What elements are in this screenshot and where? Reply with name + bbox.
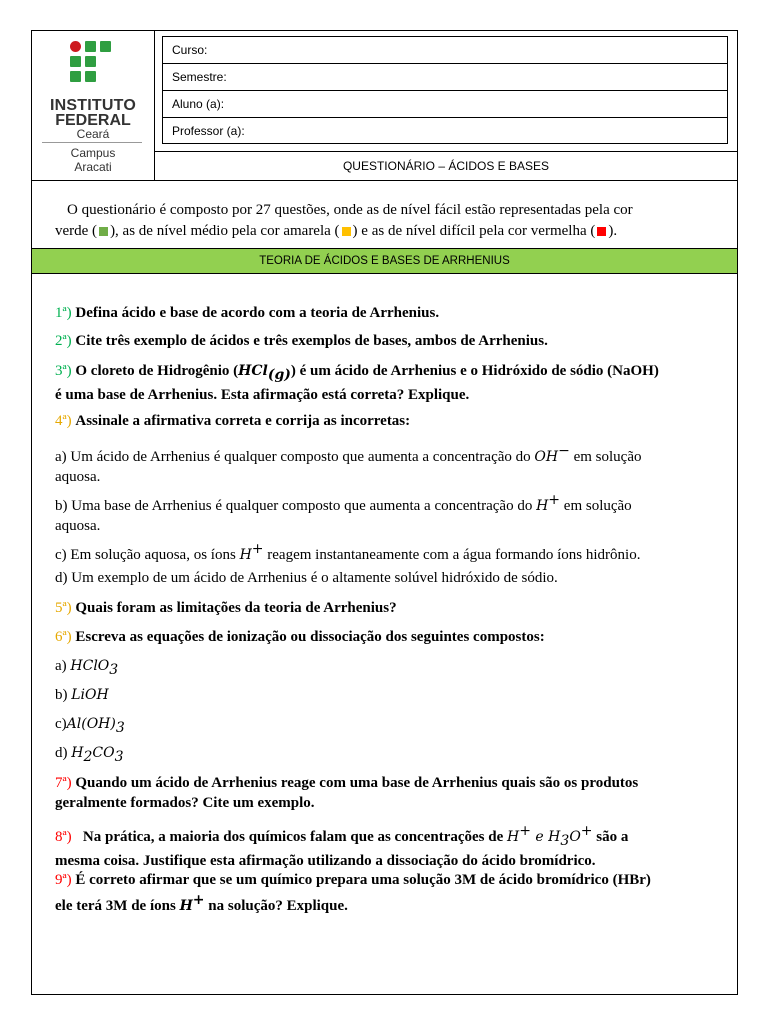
question-2-text: Cite três exemplo de ácidos e três exemplos de bases, ambos de Arrhenius. (75, 333, 548, 349)
field-curso-label: Curso: (172, 43, 208, 57)
question-6-text: Escreva as equações de ionização ou dissociação dos seguintes compostos: (75, 629, 545, 645)
question-9-text-2: ele terá 3M de íons (55, 898, 180, 914)
q6d-formula-1: H (71, 745, 84, 761)
question-3-text-2: ) é um ácido de Arrhenius e o Hidróxido de sódio (NaOH) (290, 363, 659, 379)
intro-text-3: ) e as de nível difícil pela cor vermelha ( (352, 223, 596, 239)
q6a-formula-sub: 3 (109, 662, 119, 678)
logo-divider (42, 142, 142, 143)
q4c-formula: H (239, 547, 252, 563)
field-semestre-label: Semestre: (172, 70, 227, 84)
question-8-line-2: mesma coisa. Justifique esta afirmação utilizando a dissociação do ácido bromídrico. (55, 853, 596, 869)
q6d-label: d) (55, 745, 72, 761)
header-divider-bottom (32, 180, 737, 181)
q4b-text-3: aquosa. (55, 518, 101, 534)
q4a-text-2: em solução (569, 449, 642, 465)
question-6-item-d (55, 743, 660, 767)
q6a-formula: HClO (70, 658, 110, 674)
q4b-formula: H (536, 498, 549, 514)
q4b-formula-sup: + (548, 492, 561, 508)
question-2 (55, 331, 660, 351)
question-4 (55, 411, 660, 431)
field-aluno-label: Aluno (a): (172, 97, 225, 111)
question-1-number: 1ª) (55, 305, 72, 321)
q8-conjunction: e (530, 829, 549, 845)
q8-formula-3-sup: + (580, 823, 593, 839)
intro-paragraph (55, 200, 660, 242)
question-3-text-1: O cloreto de Hidrogênio ( (75, 363, 239, 379)
question-7-line-2: geralmente formados? Cite um exemplo. (55, 795, 315, 811)
question-2-number: 2ª) (55, 333, 72, 349)
logo-line-ceara: Ceará (76, 127, 110, 141)
q4a-formula: OH (534, 449, 559, 465)
intro-text-1: O questionário é composto por 27 questões, onde as de nível fácil estão representadas pela cor verde ( (55, 202, 633, 239)
question-9-number: 9ª) (55, 872, 72, 888)
q6b-formula: LiOH (71, 687, 109, 703)
q8-formula-3: O (569, 829, 581, 845)
question-4-number: 4ª) (55, 413, 72, 429)
logo-campus-name: Aracati (74, 160, 112, 174)
question-9-line-1: É correto afirmar que se um químico prepara uma solução 3M de ácido bromídrico (HBr) (75, 872, 651, 888)
q8-formula-1: H (507, 829, 520, 845)
q6c-formula: Al(OH) (66, 716, 116, 732)
q4a-formula-sup: − (558, 443, 570, 459)
red-level-icon (597, 227, 606, 236)
page-title: QUESTIONÁRIO – ÁCIDOS E BASES (342, 159, 550, 173)
q4b-text-1: b) Uma base de Arrhenius é qualquer composto que aumenta a concentração do (55, 498, 537, 514)
question-5 (55, 598, 660, 618)
question-7-line-1: Quando um ácido de Arrhenius reage com uma base de Arrhenius quais são os produtos (75, 775, 639, 791)
logo-campus-label: Campus (70, 146, 116, 160)
question-7 (55, 773, 660, 813)
q6d-formula-2: CO (92, 745, 115, 761)
section-heading: TEORIA DE ÁCIDOS E BASES DE ARRHENIUS (32, 248, 737, 274)
q8-formula-2-sub: 3 (560, 833, 570, 849)
question-4-option-b (55, 490, 660, 536)
question-5-text: Quais foram as limitações da teoria de Arrhenius? (75, 600, 397, 616)
yellow-level-icon (342, 227, 351, 236)
q8-formula-1-sup: + (519, 823, 531, 839)
q6c-formula-sub: 3 (115, 720, 125, 736)
question-4-option-d (55, 568, 660, 588)
question-3-number: 3ª) (55, 363, 72, 379)
question-6-item-c (55, 714, 660, 738)
question-9-text-3: na solução? Explique. (204, 898, 348, 914)
q6b-label: b) (55, 687, 72, 703)
q4b-text-2: em solução (560, 498, 632, 514)
q4c-formula-sup: + (251, 541, 264, 557)
intro-text-2: ), as de nível médio pela cor amarela ( (110, 223, 340, 239)
question-8 (55, 821, 660, 871)
question-4-option-c (55, 539, 660, 565)
question-5-number: 5ª) (55, 600, 72, 616)
q9-formula: H (179, 898, 193, 914)
green-level-icon (99, 227, 108, 236)
logo-line-federal: FEDERAL (55, 112, 131, 129)
q4c-text-2: reagem instantaneamente com a água formando íons hidrônio. (263, 547, 641, 563)
q6a-label: a) (55, 658, 71, 674)
question-8-text-2: são a (592, 829, 629, 845)
question-4-text: Assinale a afirmativa correta e corrija as incorretas: (75, 413, 411, 429)
field-curso[interactable] (163, 37, 727, 64)
question-6 (55, 627, 660, 647)
institute-logo (32, 31, 154, 181)
q9-formula-sup: + (192, 892, 205, 908)
student-info-box (162, 36, 728, 144)
question-7-number: 7ª) (55, 775, 72, 791)
logo-grid-icon (70, 41, 112, 83)
field-professor-label: Professor (a): (172, 124, 245, 138)
q4a-text-3: aquosa. (55, 469, 101, 485)
question-4-option-a (55, 441, 660, 487)
q4a-text-1: a) Um ácido de Arrhenius é qualquer composto que aumenta a concentração do (55, 449, 535, 465)
q8-formula-2: H (548, 829, 561, 845)
field-semestre[interactable] (163, 64, 727, 91)
question-8-number: 8ª) (55, 829, 72, 845)
question-3-formula-sub: (g) (267, 367, 291, 383)
question-1 (55, 303, 660, 323)
q6c-label: c) (55, 716, 67, 732)
field-aluno[interactable] (163, 91, 727, 118)
question-6-number: 6ª) (55, 629, 72, 645)
question-9 (55, 870, 660, 916)
field-professor[interactable] (163, 118, 727, 144)
question-3-text-3: é uma base de Arrhenius. Esta afirmação está correta? Explique. (55, 387, 470, 403)
question-6-item-b (55, 685, 660, 705)
q4c-text-1: c) Em solução aquosa, os íons (55, 547, 240, 563)
logo-line-instituto: INSTITUTO (50, 97, 136, 114)
question-3-formula: HCl (238, 363, 268, 379)
q6d-formula-sub-2: 3 (114, 749, 124, 765)
question-1-text: Defina ácido e base de acordo com a teoria de Arrhenius. (75, 305, 440, 321)
question-3 (55, 361, 660, 405)
q6d-formula-sub-1: 2 (83, 749, 93, 765)
intro-text-4: ). (608, 223, 618, 239)
question-6-item-a (55, 656, 660, 680)
q4d-text: d) Um exemplo de um ácido de Arrhenius é o altamente solúvel hidróxido de sódio. (55, 570, 558, 586)
question-8-text-1: Na prática, a maioria dos químicos falam que as concentrações de (82, 829, 508, 845)
